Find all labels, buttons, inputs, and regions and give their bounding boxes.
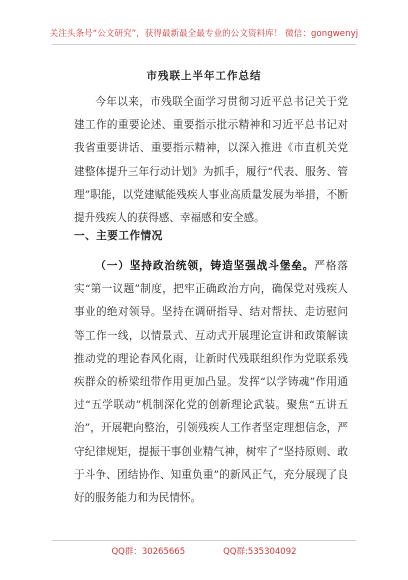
footer-divider — [52, 540, 356, 541]
subsection-heading: （一）坚持政治统领，铸造坚强战斗堡垒。 — [95, 260, 315, 272]
subsection-paragraph — [74, 255, 348, 510]
subsection-body: 严格落实“第一议题”制度，把牢正确政治方向，确保党对残疾人事业的绝对领导。坚持在调研指导、结对帮扶、走访慰问等工作一线，以情景式、互动式开展理论宣讲和政策解读推动党的理论春风化雨，让新时代残联组织作为党联系残疾群众的桥梁纽带作用更加凸显。发挥“以学铸魂”作用通过“五学联动”机制深化党的创新理论武装。聚焦“五讲五治”，开展靶向整治，引领残疾人工作者坚定理想信念，严守纪律规矩，提振干事创业精气神，树牢了“坚持原则、敢于斗争、团结协作、知重负重”的新风正气，充分展现了良好的服务能力和为民情怀。 — [74, 260, 349, 505]
document-title: 市残联上半年工作总结 — [146, 70, 262, 82]
section-heading: 一、主要工作情况 — [74, 230, 163, 242]
footer-banner — [0, 545, 408, 557]
footer-qq-group-2: QQ群:535304092 — [223, 547, 297, 557]
header-banner: 关注头条号“公文研究”，获得最新最全最专业的公文资料库！ 微信：gongwenyj — [49, 29, 359, 39]
header-divider — [52, 44, 356, 45]
footer-qq-group-1: QQ群：30265665 — [111, 547, 186, 557]
intro-paragraph: 今年以来，市残联全面学习贯彻习近平总书记关于党建工作的重要论述、重要指示批示精神和习近平总书记对我省重要讲话、重要指示精神，以深入推进《市直机关党建整体提升三年行动计划》为抓手，履行“代表、服务、管理”职能，以党建赋能残疾人事业高质量发展为举措，不断提升残疾人的获得感、幸福感和安全感。 — [74, 96, 348, 225]
